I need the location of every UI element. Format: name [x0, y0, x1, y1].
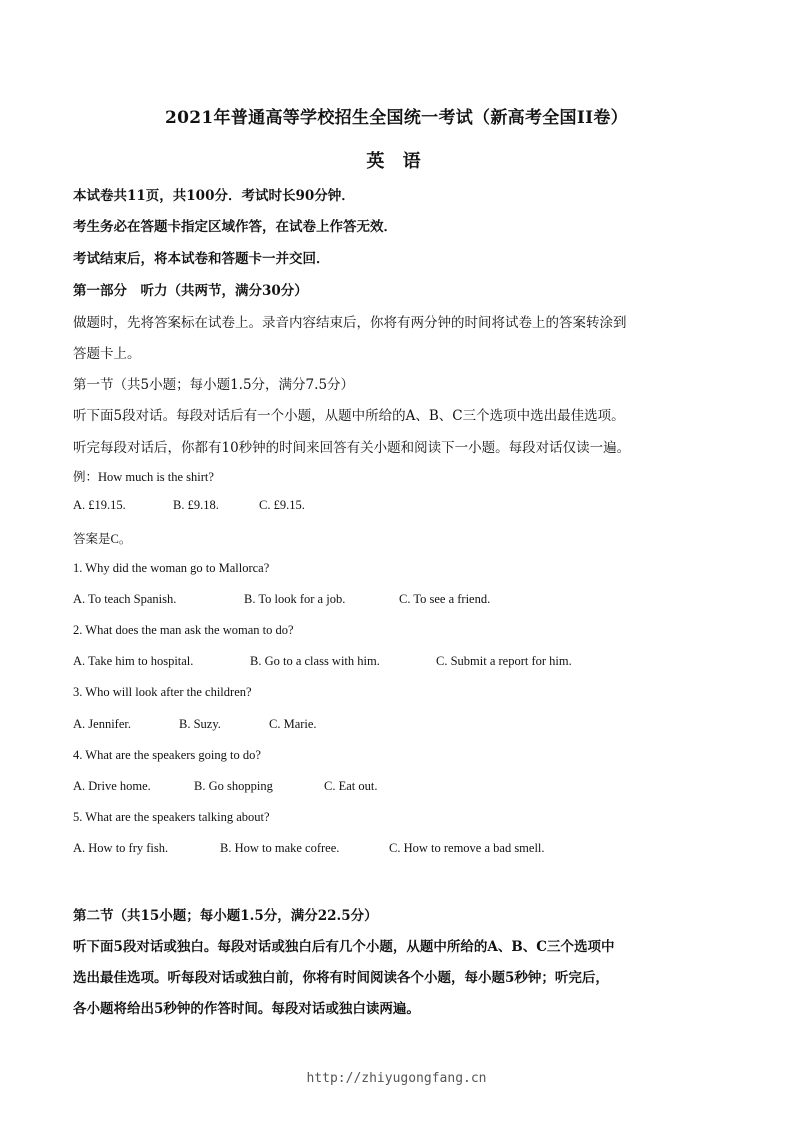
part1-heading: 第一部分 听力（共两节，满分30分） [73, 283, 308, 299]
q3-option-c: C. Marie. [269, 717, 317, 731]
question-3: 3. Who will look after the children? [73, 685, 252, 699]
example-question: 例：How much is the shirt? [73, 470, 214, 484]
q1-option-c: C. To see a friend. [399, 592, 491, 606]
example-option-b: B. £9.18. [173, 498, 219, 512]
q5-option-a: A. How to fry fish. [73, 841, 169, 855]
q5-option-b: B. How to make cofree. [220, 841, 340, 855]
subject-title: 英 语 [366, 151, 427, 172]
question-1: 1. Why did the woman go to Mallorca? [73, 561, 270, 575]
instruction-3: 考试结束后，将本试卷和答题卡一并交回． [73, 251, 330, 267]
question-5-options [73, 841, 545, 856]
part1-intro-line2: 答题卡上。 [73, 346, 141, 362]
question-2-options [73, 654, 572, 669]
question-1-options [73, 592, 490, 607]
q1-option-a: A. To teach Spanish. [73, 592, 177, 606]
section1-desc-line1: 听下面5段对话。每段对话后有一个小题，从题中所给的A、B、C三个选项中选出最佳选项。 [73, 408, 625, 424]
instruction-1: 本试卷共11页，共100分．考试时长90分钟． [73, 188, 355, 204]
example-option-c: C. £9.15. [259, 498, 305, 512]
section2-heading: 第二节（共15小题；每小题1.5分，满分22.5分） [73, 908, 378, 924]
question-5: 5. What are the speakers talking about? [73, 810, 270, 824]
q4-option-b: B. Go shopping [194, 779, 273, 793]
q4-option-c: C. Eat out. [324, 779, 378, 793]
q4-option-a: A. Drive home. [73, 779, 151, 793]
section1-heading: 第一节（共5小题；每小题1.5分，满分7.5分） [73, 377, 355, 393]
footer-url: http://zhiyugongfang.cn [306, 1071, 487, 1086]
question-2: 2. What does the man ask the woman to do? [73, 623, 294, 637]
q2-option-b: B. Go to a class with him. [250, 654, 380, 668]
q3-option-a: A. Jennifer. [73, 717, 131, 731]
part1-intro-line1: 做题时，先将答案标在试卷上。录音内容结束后，你将有两分钟的时间将试卷上的答案转涂到 [73, 315, 627, 331]
q1-option-b: B. To look for a job. [244, 592, 346, 606]
example-option-a: A. £19.15. [73, 498, 126, 512]
instruction-2: 考生务必在答题卡指定区域作答，在试卷上作答无效． [73, 219, 397, 235]
q3-option-b: B. Suzy. [179, 717, 221, 731]
q2-option-a: A. Take him to hospital. [73, 654, 194, 668]
question-4-options [73, 779, 377, 794]
section2-desc-line2: 选出最佳选项。听每段对话或独白前，你将有时间阅读各个小题，每小题5秒钟；听完后， [73, 970, 609, 986]
question-3-options [73, 717, 317, 732]
example-options [73, 498, 305, 513]
question-4: 4. What are the speakers going to do? [73, 748, 261, 762]
section1-desc-line2: 听完每段对话后，你都有10秒钟的时间来回答有关小题和阅读下一小题。每段对话仅读一遍。 [73, 440, 631, 456]
q2-option-c: C. Submit a report for him. [436, 654, 572, 668]
example-answer: 答案是C。 [73, 532, 132, 546]
section2-desc-line3: 各小题将给出5秒钟的作答时间。每段对话或独白读两遍。 [73, 1001, 420, 1017]
exam-title: 2021年普通高等学校招生全国统一考试（新高考全国II卷） [165, 108, 628, 128]
q5-option-c: C. How to remove a bad smell. [389, 841, 545, 855]
section2-desc-line1: 听下面5段对话或独白。每段对话或独白后有几个小题，从题中所给的A、B、C三个选项中 [73, 939, 615, 955]
